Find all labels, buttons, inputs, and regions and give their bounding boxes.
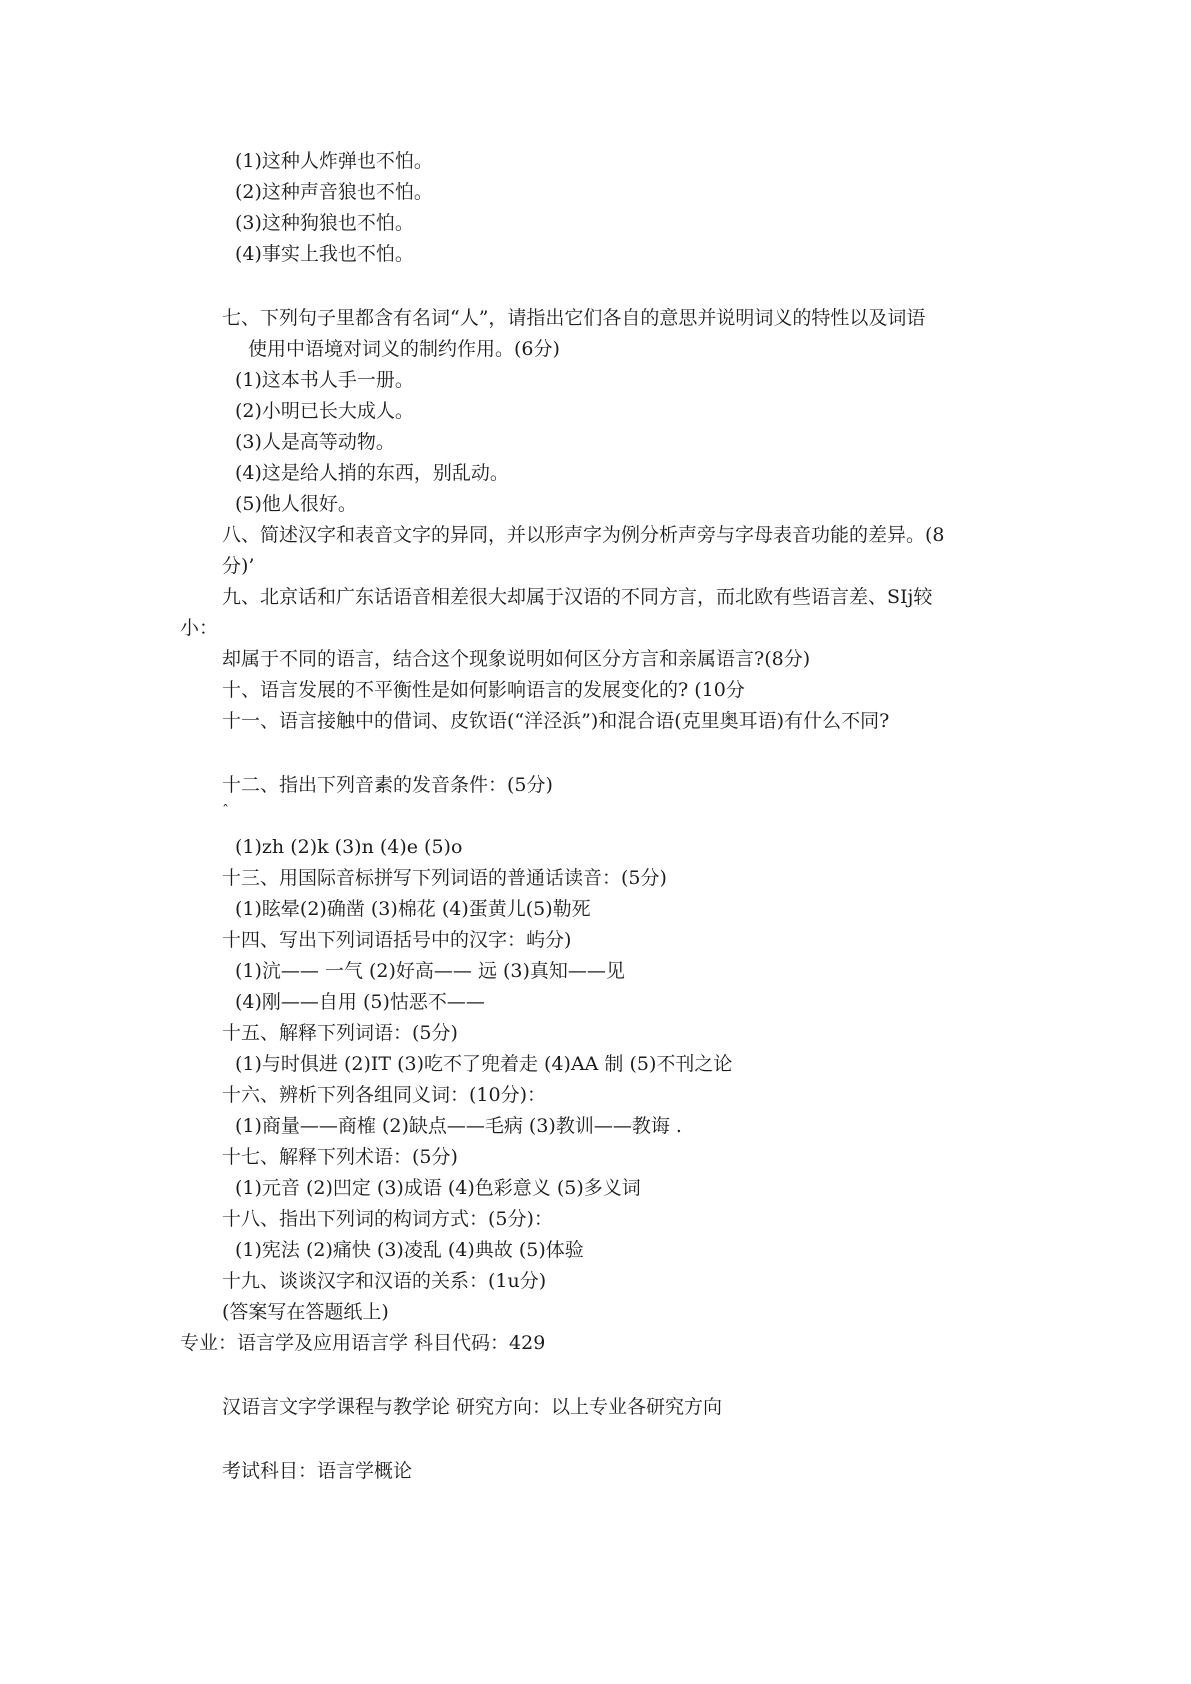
q17-heading: 十七、解释下列术语：(5分) bbox=[222, 1146, 458, 1168]
q16-heading: 十六、辨析下列各组同义词：(10分)： bbox=[222, 1084, 547, 1106]
q8-heading-cont: 分)’ bbox=[222, 555, 255, 577]
answer-note: (答案写在答题纸上) bbox=[222, 1301, 389, 1323]
q18-items: (1)宪法 (2)痛快 (3)凌乱 (4)典故 (5)体验 bbox=[235, 1239, 584, 1261]
q10-heading: 十、语言发展的不平衡性是如何影响语言的发展变化的? (10分 bbox=[222, 679, 745, 701]
q6-item-1: (1)这种人炸弹也不怕。 bbox=[235, 150, 433, 172]
q7-item-2: (2)小明已长大成人。 bbox=[235, 400, 414, 422]
q12-heading: 十二、指出下列音素的发音条件：(5分) bbox=[222, 774, 553, 796]
q14-heading: 十四、写出下列词语括号中的汉字：屿分) bbox=[222, 929, 572, 951]
q11-heading: 十一、语言接触中的借词、皮钦语(“洋泾浜”)和混合语(克里奥耳语)有什么不同? bbox=[222, 710, 890, 732]
q7-heading-cont: 使用中语境对词义的制约作用。(6分) bbox=[248, 338, 560, 360]
q17-items: (1)元音 (2)凹定 (3)成语 (4)色彩意义 (5)多义词 bbox=[235, 1177, 641, 1199]
q14-items-2: (4)刚——自用 (5)怙恶不—— bbox=[235, 991, 485, 1013]
q6-item-3: (3)这种狗狼也不怕。 bbox=[235, 212, 414, 234]
q16-items: (1)商量——商榷 (2)缺点——毛病 (3)教训——教诲 . bbox=[235, 1115, 682, 1137]
q13-items: (1)眩晕(2)确凿 (3)棉花 (4)蛋黄儿(5)勒死 bbox=[235, 898, 591, 920]
q8-heading: 八、简述汉字和表音文字的异同，并以形声字为例分析声旁与字母表音功能的差异。(8 bbox=[222, 524, 945, 546]
q12-items: (1)zh (2)k (3)n (4)e (5)o bbox=[235, 836, 463, 858]
q7-item-5: (5)他人很好。 bbox=[235, 493, 357, 515]
q9-heading-cont-1: 小： bbox=[180, 617, 219, 639]
q18-heading: 十八、指出下列词的构词方式：(5分)： bbox=[222, 1208, 553, 1230]
q7-item-4: (4)这是给人捎的东西，别乱动。 bbox=[235, 462, 509, 484]
caret-mark: ˆ bbox=[222, 803, 229, 819]
q7-item-1: (1)这本书人手一册。 bbox=[235, 369, 414, 391]
exam-subject: 考试科目：语言学概论 bbox=[222, 1460, 413, 1482]
q7-item-3: (3)人是高等动物。 bbox=[235, 431, 395, 453]
q15-items: (1)与时俱进 (2)IT (3)吃不了兜着走 (4)AA 制 (5)不刊之论 bbox=[235, 1053, 733, 1075]
q7-heading: 七、下列句子里都含有名词“人”，请指出它们各自的意思并说明词义的特性以及词语 bbox=[222, 307, 926, 329]
q9-heading-cont-2: 却属于不同的语言，结合这个现象说明如何区分方言和亲属语言?(8分) bbox=[222, 648, 811, 670]
q19-heading: 十九、谈谈汉字和汉语的关系：(1u分) bbox=[222, 1270, 547, 1292]
q6-item-2: (2)这种声音狼也不怕。 bbox=[235, 181, 433, 203]
q6-item-4: (4)事实上我也不怕。 bbox=[235, 243, 414, 265]
q13-heading: 十三、用国际音标拼写下列词语的普通话读音：(5分) bbox=[222, 867, 667, 889]
q9-heading: 九、北京话和广东话语音相差很大却属于汉语的不同方言，而北欧有些语言差、SIj较 bbox=[222, 586, 933, 608]
major-info: 专业：语言学及应用语言学 科目代码：429 bbox=[180, 1332, 546, 1354]
q15-heading: 十五、解释下列词语：(5分) bbox=[222, 1022, 458, 1044]
q14-items-1: (1)沆—— 一气 (2)好高—— 远 (3)真知——见 bbox=[235, 960, 625, 982]
research-direction: 汉语言文字学课程与教学论 研究方向：以上专业各研究方向 bbox=[222, 1396, 723, 1418]
